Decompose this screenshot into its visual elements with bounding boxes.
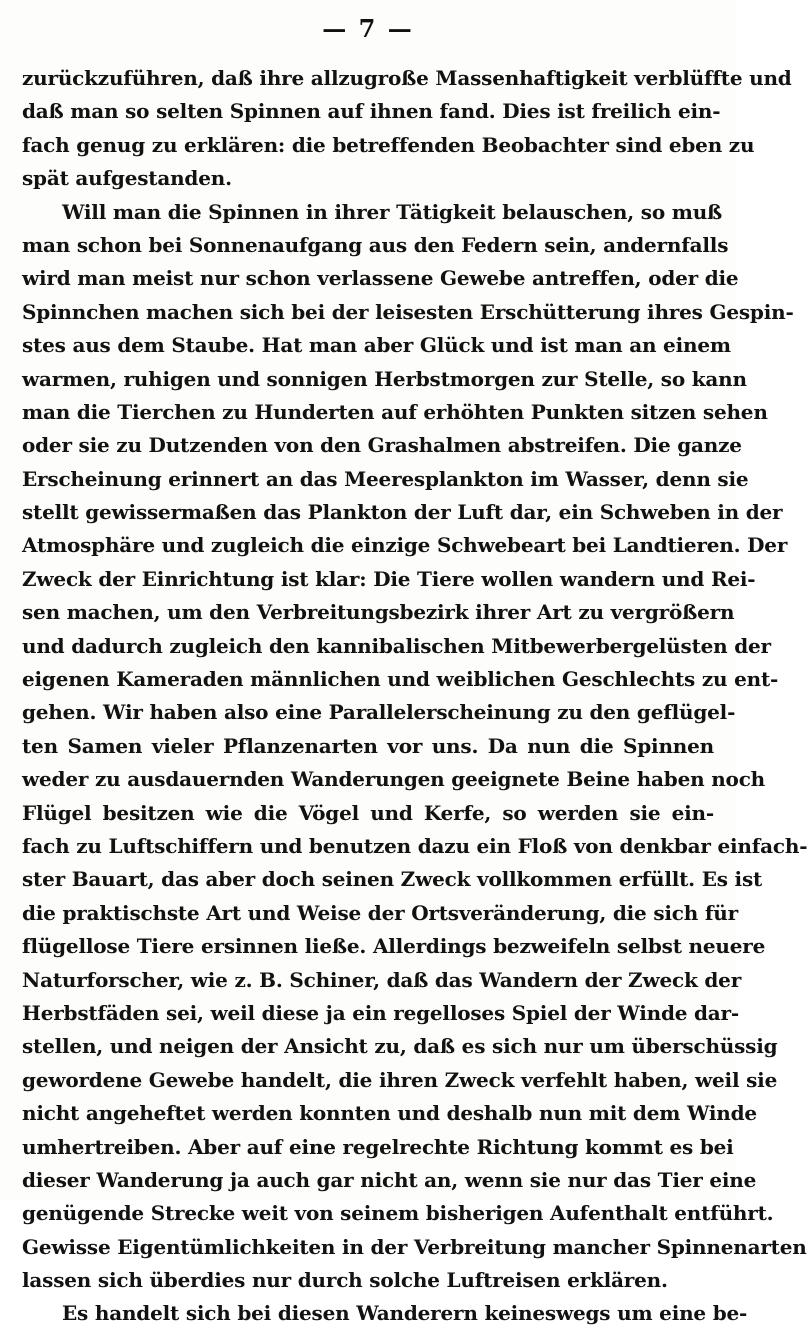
text-line: lassen sich überdies nur durch solche Luftreisen erklären. [22, 1268, 668, 1293]
text-line: wird man meist nur schon verlassene Gewebe antreffen, oder die [22, 266, 739, 291]
text-line: ster Bauart, das aber doch seinen Zweck vollkommen erfüllt. Es ist [22, 867, 763, 892]
text-line: Erscheinung erinnert an das Meeresplankton im Wasser, denn sie [22, 466, 749, 491]
text-line: man die Tierchen zu Hunderten auf erhöhten Punkten sitzen sehen [22, 399, 768, 424]
text-line: man schon bei Sonnenaufgang aus den Federn sein, andernfalls [22, 232, 729, 257]
text-line: stellt gewissermaßen das Plankton der Luft dar, ein Schweben in der [22, 500, 783, 525]
text-line: sen machen, um den Verbreitungsbezirk ihrer Art zu vergrößern [22, 600, 735, 625]
text-line: daß man so selten Spinnen auf ihnen fand. Dies ist freilich ein- [22, 99, 721, 124]
text-line: Atmosphäre und zugleich die einzige Schwebeart bei Landtieren. Der [22, 533, 788, 558]
text-line: oder sie zu Dutzenden von den Grashalmen abstreifen. Die ganze [22, 433, 742, 458]
text-line: Herbstfäden sei, weil diese ja ein regelloses Spiel der Winde dar- [22, 1000, 739, 1025]
body-text [22, 62, 807, 1331]
text-line: gehen. Wir haben also eine Parallelerscheinung zu den geflügel- [22, 700, 736, 725]
text-line: Naturforscher, wie z. B. Schiner, daß das Wandern der Zweck der [22, 967, 742, 992]
text-line: spät aufgestanden. [22, 166, 232, 191]
text-line: Spinnchen machen sich bei der leisesten Erschütterung ihres Gespin- [22, 299, 794, 324]
text-line: Will man die Spinnen in ihrer Tätigkeit belauschen, so muß [62, 199, 723, 224]
text-line: dieser Wanderung ja auch gar nicht an, wenn sie nur das Tier eine [22, 1167, 757, 1192]
text-line: stes aus dem Staube. Hat man aber Glück und ist man an einem [22, 333, 731, 358]
text-line: zurückzuführen, daß ihre allzugroße Massenhaftigkeit verblüffte und [22, 66, 792, 90]
text-line: stellen, und neigen der Ansicht zu, daß es sich nur um überschüssig [22, 1034, 778, 1059]
text-line: Es handelt sich bei diesen Wanderern keineswegs um eine be- [62, 1301, 748, 1326]
text-line: Flügel besitzen wie die Vögel und Kerfe, so werden sie ein- [22, 800, 714, 825]
text-line: Zweck der Einrichtung ist klar: Die Tiere wollen wandern und Rei- [22, 566, 756, 591]
text-line: Gewisse Eigentümlichkeiten in der Verbreitung mancher Spinnenarten [22, 1234, 807, 1259]
text-line: fach genug zu erklären: die betreffenden Beobachter sind eben zu [22, 132, 755, 157]
text-line: eigenen Kameraden männlichen und weiblichen Geschlechts zu ent- [22, 667, 779, 692]
text-line: weder zu ausdauernden Wanderungen geeignete Beine haben noch [22, 767, 766, 792]
text-line: flügellose Tiere ersinnen ließe. Allerdings bezweifeln selbst neuere [22, 934, 766, 959]
text-line: und dadurch zugleich den kannibalischen Mitbewerbergelüsten der [22, 633, 771, 658]
text-line: fach zu Luftschiffern und benutzen dazu ein Floß von denkbar einfach- [22, 833, 807, 858]
text-line: nicht angeheftet werden konnten und deshalb nun mit dem Winde [22, 1101, 757, 1126]
text-line: warmen, ruhigen und sonnigen Herbstmorgen zur Stelle, so kann [22, 366, 747, 391]
text-line: ten Samen vieler Pflanzenarten vor uns. Da nun die Spinnen [22, 733, 714, 758]
text-line: genügende Strecke weit von seinem bisherigen Aufenthalt entführt. [22, 1201, 774, 1226]
text-line: umhertreiben. Aber auf eine regelrechte Richtung kommt es bei [22, 1134, 734, 1159]
text-line: die praktischste Art und Weise der Ortsveränderung, die sich für [22, 900, 738, 925]
text-line: gewordene Gewebe handelt, die ihren Zweck verfehlt haben, weil sie [22, 1067, 778, 1092]
page-number: — 7 — [322, 14, 414, 43]
